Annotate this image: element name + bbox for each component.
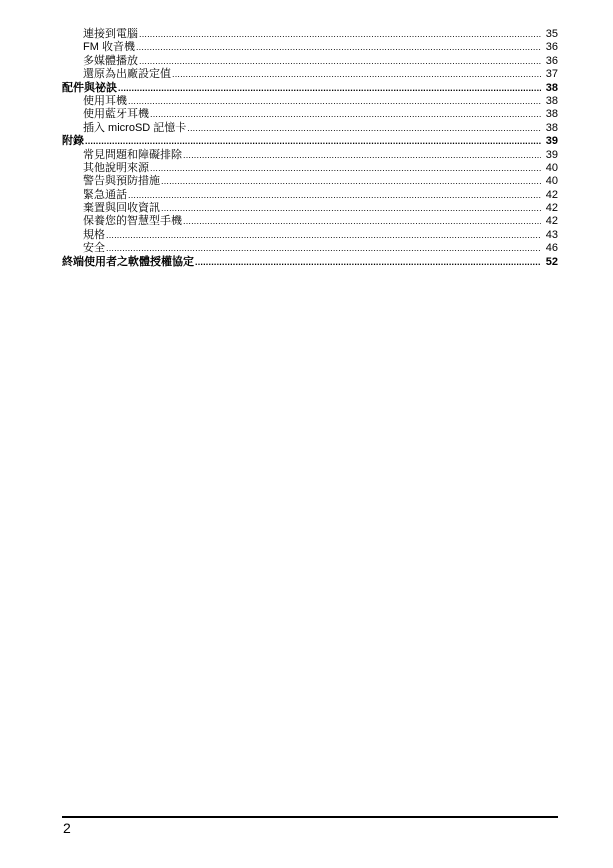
table-of-contents: [62, 28, 558, 269]
toc-entry-title: 終端使用者之軟體授權協定: [62, 255, 194, 268]
toc-section-entry[interactable]: [62, 189, 558, 202]
toc-section-entry[interactable]: [62, 175, 558, 188]
toc-dot-leader: [139, 28, 541, 41]
toc-entry-title: 多媒體播放: [83, 54, 138, 67]
toc-dot-leader: [161, 202, 541, 215]
toc-entry-title: 規格: [83, 228, 105, 241]
toc-section-entry[interactable]: [62, 242, 558, 255]
toc-entry-title: 緊急通話: [83, 188, 127, 201]
toc-dot-leader: [85, 135, 541, 148]
toc-section-entry[interactable]: [62, 41, 558, 54]
toc-dot-leader: [139, 55, 541, 68]
toc-entry-page: 42: [545, 202, 558, 215]
toc-section-entry[interactable]: [62, 162, 558, 175]
toc-entry-page: 38: [545, 81, 558, 94]
toc-dot-leader: [128, 189, 541, 202]
toc-section-entry[interactable]: [62, 215, 558, 228]
toc-section-entry[interactable]: [62, 108, 558, 121]
toc-section-entry[interactable]: [62, 229, 558, 242]
page-number: 2: [63, 820, 71, 836]
toc-entry-page: 38: [545, 94, 558, 107]
toc-entry-title: 安全: [83, 242, 105, 255]
toc-entry-title: 常見問題和障礙排除: [83, 148, 182, 161]
toc-entry-page: 42: [545, 188, 558, 201]
toc-entry-title: 連接到電腦: [83, 28, 138, 40]
toc-entry-page: 39: [545, 135, 558, 148]
toc-dot-leader: [118, 82, 541, 95]
toc-section-entry[interactable]: [62, 202, 558, 215]
toc-dot-leader: [136, 41, 541, 54]
toc-entry-title: FM 收音機: [83, 41, 135, 54]
toc-chapter-entry[interactable]: [62, 82, 558, 95]
toc-section-entry[interactable]: [62, 95, 558, 108]
toc-entry-page: 46: [545, 242, 558, 255]
toc-chapter-entry[interactable]: [62, 135, 558, 148]
toc-dot-leader: [106, 229, 541, 242]
toc-section-entry[interactable]: [62, 28, 558, 41]
toc-dot-leader: [183, 149, 541, 162]
toc-dot-leader: [195, 256, 541, 269]
toc-entry-page: 42: [545, 215, 558, 228]
toc-section-entry[interactable]: [62, 149, 558, 162]
toc-entry-title: 使用耳機: [83, 94, 127, 107]
toc-dot-leader: [161, 175, 541, 188]
toc-dot-leader: [128, 95, 541, 108]
toc-entry-title: 配件與祕訣: [62, 81, 117, 94]
toc-dot-leader: [187, 122, 541, 135]
toc-entry-title: 棄置與回收資訊: [83, 202, 160, 215]
toc-entry-page: 35: [545, 28, 558, 40]
toc-entry-title: 保養您的智慧型手機: [83, 215, 182, 228]
toc-dot-leader: [150, 108, 541, 121]
toc-entry-page: 36: [545, 54, 558, 67]
toc-entry-title: 警告與預防措施: [83, 175, 160, 188]
toc-chapter-entry[interactable]: [62, 256, 558, 269]
toc-entry-page: 37: [545, 68, 558, 81]
toc-entry-title: 還原為出廠設定值: [83, 68, 171, 81]
toc-section-entry[interactable]: [62, 122, 558, 135]
toc-entry-title: 附錄: [62, 135, 84, 148]
toc-dot-leader: [150, 162, 541, 175]
toc-entry-title: 插入 microSD 記憶卡: [83, 121, 187, 134]
footer-divider: [62, 816, 558, 818]
toc-entry-page: 52: [545, 255, 558, 268]
toc-entry-page: 40: [545, 175, 558, 188]
toc-entry-page: 40: [545, 161, 558, 174]
toc-entry-page: 36: [545, 41, 558, 54]
toc-entry-title: 使用藍牙耳機: [83, 108, 149, 121]
toc-entry-page: 38: [545, 121, 558, 134]
toc-entry-page: 38: [545, 108, 558, 121]
toc-dot-leader: [106, 242, 541, 255]
toc-entry-page: 39: [545, 148, 558, 161]
toc-dot-leader: [183, 215, 541, 228]
toc-entry-title: 其他說明來源: [83, 161, 149, 174]
toc-dot-leader: [172, 68, 541, 81]
toc-section-entry[interactable]: [62, 68, 558, 81]
toc-entry-page: 43: [545, 228, 558, 241]
toc-section-entry[interactable]: [62, 55, 558, 68]
